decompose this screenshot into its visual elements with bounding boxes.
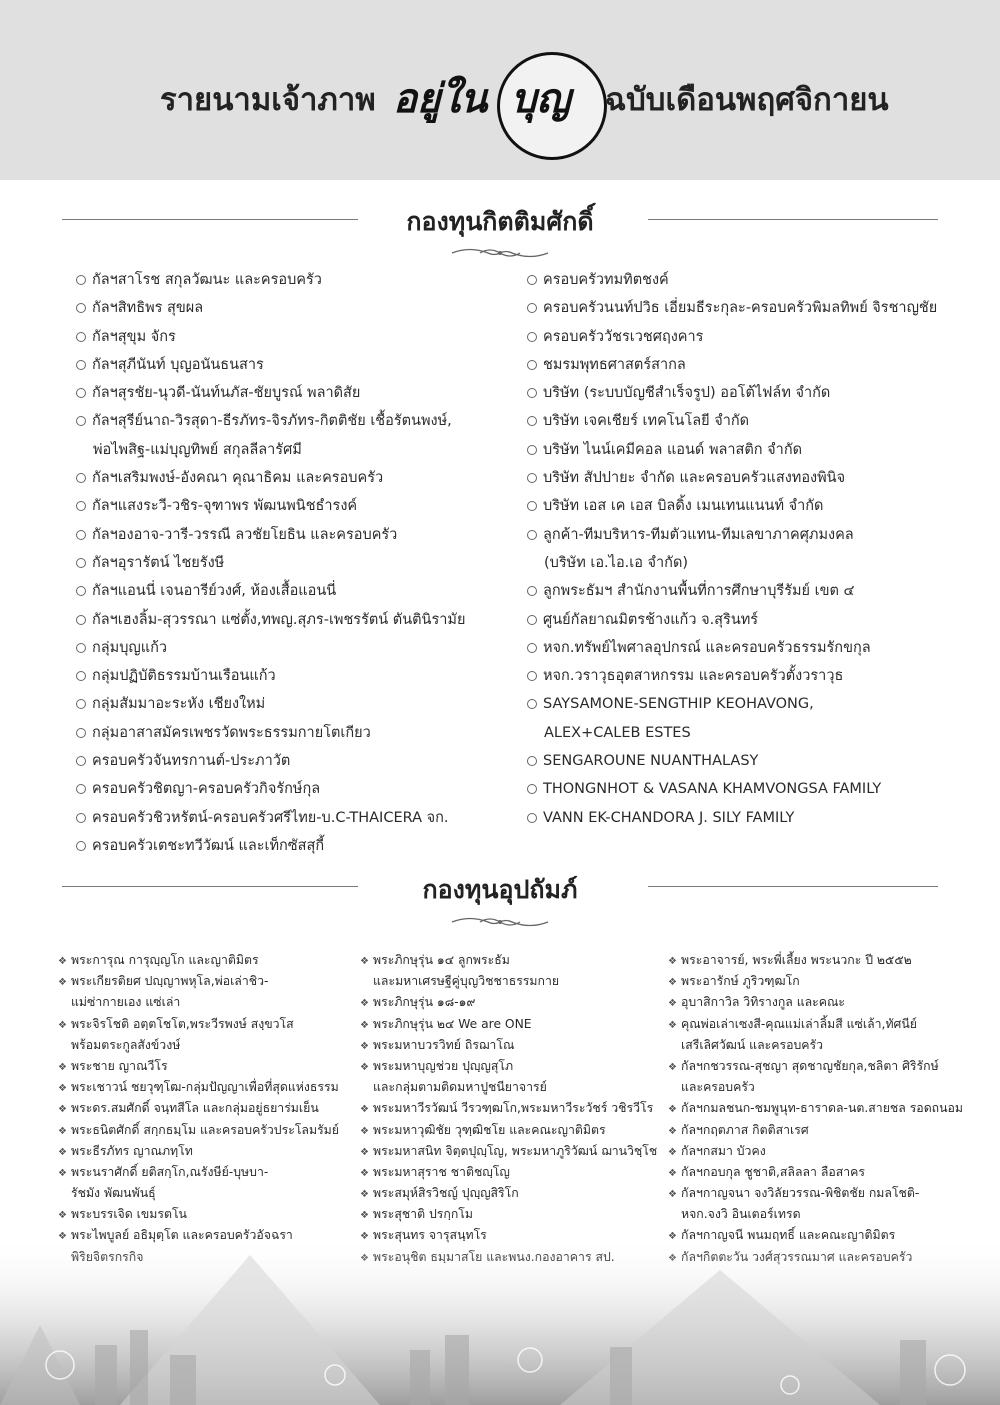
circle-bullet-icon (527, 360, 537, 370)
list-item-continuation (360, 1077, 657, 1098)
list-item-text: บริษัท เอส เค เอส บิลดิ้ง เมนเทนแนนท์ จำกัด (543, 498, 824, 515)
list-item-text: THONGNHOT & VASANA KHAMVONGSA FAMILY (543, 781, 882, 798)
list-item (527, 606, 937, 634)
list-item-text: กัลฯสาโรช สกุลวัฒนะ และครอบครัว (92, 272, 322, 288)
list-item (360, 1056, 657, 1077)
list-item (668, 1162, 963, 1183)
circle-bullet-icon (527, 699, 537, 709)
list-item-text: พระมหาสนิท จิตฺตปุญฺโญ, พระมหาภูริวัฒน์ ฌานวิชฺโช (373, 1143, 658, 1158)
list-item (58, 1098, 339, 1119)
list-item-text: กัลฯเสริมพงษ์-อังคณา คุณาธิคม และครอบครัว (92, 470, 384, 487)
list-item (360, 1098, 657, 1119)
circle-bullet-icon (527, 303, 537, 313)
circle-bullet-icon (76, 643, 86, 653)
diamond-bullet-icon: ❖ (668, 1104, 677, 1116)
list-item-text: พร้อมตระกูลสังข์วงษ์ (71, 1037, 181, 1052)
list-item-text: พระอาจารย์, พระพี่เลี้ยง พระนวกะ ปี ๒๕๕๒ (681, 953, 912, 967)
list-item-text: ครอบครัววัชรเวชศฤงคาร (543, 328, 704, 345)
list-item (58, 1056, 339, 1077)
list-item-text: ชมรมพุทธศาสตร์สากล (543, 356, 686, 373)
list-item (76, 832, 465, 860)
circle-bullet-icon (527, 501, 537, 511)
circle-bullet-icon (76, 332, 86, 342)
list-item-continuation (527, 719, 937, 747)
list-item-text: บริษัท ไนน์เคมีคอล แอนด์ พลาสติก จำกัด (543, 441, 803, 458)
footer-crystal-decoration (0, 1235, 1000, 1405)
circle-bullet-icon (527, 784, 537, 794)
list-item (76, 804, 465, 832)
list-item-text: VANN EK-CHANDORA J. SILY FAMILY (543, 809, 795, 826)
list-item-text: พระธีรภัทร ญาณภทฺโท (71, 1143, 193, 1158)
list-item (76, 690, 465, 718)
list-item (76, 634, 465, 662)
ornament-divider-2 (450, 913, 550, 931)
list-item (360, 1141, 657, 1162)
diamond-bullet-icon: ❖ (668, 1019, 677, 1031)
list-item (527, 379, 937, 407)
list-item-text: ALEX+CALEB ESTES (544, 724, 691, 741)
list-item (76, 464, 465, 492)
list-item (58, 1120, 339, 1141)
circle-bullet-icon (76, 501, 86, 511)
list-item-text: เสรีเลิศวัฒน์ และครอบครัว (681, 1037, 824, 1052)
circle-bullet-icon (527, 756, 537, 766)
list-item-text: พระเชาวน์ ชยวุฑฺโฒ-กลุ่มปัญญาเพื่อที่สุดแห่งธรรม (71, 1080, 339, 1095)
circle-bullet-icon (76, 813, 86, 823)
circle-bullet-icon (76, 728, 86, 738)
diamond-bullet-icon: ❖ (360, 1040, 369, 1052)
circle-bullet-icon (76, 558, 86, 568)
list-item (58, 1162, 339, 1183)
list-item (668, 1141, 963, 1162)
circle-bullet-icon (527, 416, 537, 426)
diamond-bullet-icon: ❖ (360, 1061, 369, 1073)
circle-bullet-icon (76, 841, 86, 851)
diamond-bullet-icon: ❖ (58, 1104, 67, 1116)
section-title-honorary: กองทุนกิตติมศักดิ์ (406, 207, 594, 236)
list-item (527, 464, 937, 492)
list-item-text: พระธนิตศักดิ์ สกฺกธมฺโม และครอบครัวประโลมรัมย์ (71, 1122, 339, 1137)
list-item-text: พ่อไพสิฐ-แม่บุญทิพย์ สกุลลีลารัศมี (93, 441, 302, 458)
list-item (527, 351, 937, 379)
list-item-continuation (668, 1077, 963, 1098)
list-item (58, 1077, 339, 1098)
list-item (668, 971, 963, 992)
list-item (76, 294, 465, 322)
list-item (668, 1056, 963, 1077)
diamond-bullet-icon: ❖ (668, 1146, 677, 1158)
list-item-text: คุณพ่อเล่าเซงสี-คุณแม่เล่าลิ้มสี แซ่เล้า,ทัศนีย์ (681, 1016, 917, 1031)
list-item (527, 634, 937, 662)
list-item-text: พระดร.สมศักดิ์ จนฺทสีโล และกลุ่มอยู่ธยาร่มเย็น (71, 1101, 319, 1116)
list-item-text: บริษัท (ระบบบัญชีสำเร็จรูป) ออโต้ไฟล์ท จำกัด (543, 385, 831, 402)
list-item (76, 775, 465, 803)
circle-bullet-icon (76, 530, 86, 540)
list-item (527, 492, 937, 520)
diamond-bullet-icon: ❖ (58, 1083, 67, 1095)
list-item-text: พระภิกษุรุ่น ๒๔ We are ONE (373, 1016, 532, 1031)
section-title-patron: กองทุนอุปถัมภ์ (422, 875, 578, 904)
list-item-text: กัลฯอุรารัตน์ ไชยรังษี (92, 554, 225, 571)
honorary-list-right (527, 266, 937, 832)
list-item-text: กลุ่มสัมมาอะระหัง เชียงใหม่ (92, 696, 266, 713)
diamond-bullet-icon: ❖ (668, 1167, 677, 1179)
list-item (527, 662, 937, 690)
list-item-text: พระการุณ การุญฺญโก และญาติมิตร (71, 953, 259, 967)
list-item (527, 323, 937, 351)
list-item-text: กัลฯแอนนี่ เจนอารีย์วงศ์, ห้องเสื้อแอนนี่ (92, 583, 337, 600)
circle-bullet-icon (527, 813, 537, 823)
list-item-continuation (58, 1183, 339, 1204)
patron-list-col2 (360, 950, 657, 1268)
list-item (76, 747, 465, 775)
page-header (0, 0, 1000, 180)
header-title-right: ฉบับเดือนพฤศจิกายน (605, 82, 889, 118)
list-item-text: กัลฯกชวรรณ-สุชญา สุดชาญชัยกุล,ชลิตา ศิริรักษ์ (681, 1058, 939, 1073)
ornament-divider-1 (450, 244, 550, 262)
list-item-continuation (58, 1035, 339, 1056)
list-item-text: SENGAROUNE NUANTHALASY (543, 753, 759, 770)
list-item (360, 1014, 657, 1035)
circle-bullet-icon (527, 445, 537, 455)
diamond-bullet-icon: ❖ (668, 1061, 677, 1073)
list-item-text: กัลฯสิทธิพร สุขผล (92, 300, 204, 317)
diamond-bullet-icon: ❖ (58, 1019, 67, 1031)
list-item-text: SAYSAMONE-SENGTHIP KEOHAVONG, (543, 696, 814, 713)
list-item-continuation (527, 549, 937, 577)
list-item (360, 1035, 657, 1056)
list-item (527, 294, 937, 322)
list-item (527, 804, 937, 832)
list-item (76, 492, 465, 520)
diamond-bullet-icon: ❖ (360, 1146, 369, 1158)
list-item-text: พระมหาวุฒิชัย วุฑฺฒิชโย และคณะญาติมิตร (373, 1122, 606, 1137)
list-item-text: กัลฯสุภีนันท์ บุญอนันธนสาร (92, 356, 264, 373)
circle-bullet-icon (76, 275, 86, 285)
diamond-bullet-icon: ❖ (668, 977, 677, 989)
list-item-text: ศูนย์กัลยาณมิตรช้างแก้ว จ.สุรินทร์ (543, 611, 759, 628)
diamond-bullet-icon: ❖ (360, 1167, 369, 1179)
circle-bullet-icon (76, 360, 86, 370)
diamond-bullet-icon: ❖ (58, 1210, 67, 1222)
list-item-text: พระจิรโชติ อตฺตโชโต,พระวีรพงษ์ สงฺขวโส (71, 1016, 294, 1031)
list-item (58, 1204, 339, 1225)
list-item-continuation (668, 1204, 963, 1225)
list-item-text: ลูกพระธัมฯ สำนักงานพื้นที่การศึกษาบุรีรัมย์ เขต ๔ (543, 583, 855, 600)
list-item-text: กลุ่มปฏิบัติธรรมบ้านเรือนแก้ว (92, 668, 276, 685)
diamond-bullet-icon: ❖ (668, 1125, 677, 1137)
list-item-text: พระนราศักดิ์ ยติสกฺโก,ณรังษีย์-บุษบา- (71, 1164, 269, 1179)
list-item-text: บริษัท เจคเชียร์ เทคโนโลยี จำกัด (543, 413, 750, 430)
circle-bullet-icon (527, 275, 537, 285)
circle-bullet-icon (76, 388, 86, 398)
list-item-text: กลุ่มบุญแก้ว (92, 639, 168, 656)
list-item (360, 950, 657, 971)
circle-bullet-icon (76, 416, 86, 426)
circle-bullet-icon (527, 643, 537, 653)
logo-text-part1: อยู่ใน (393, 75, 488, 122)
list-item (76, 577, 465, 605)
diamond-bullet-icon: ❖ (58, 956, 67, 967)
list-item-text: (บริษัท เอ.ไอ.เอ จำกัด) (544, 554, 689, 571)
list-item (360, 1204, 657, 1225)
circle-bullet-icon (76, 473, 86, 483)
list-item-text: และมหาเศรษฐีคู่บุญวิชชาธรรมกาย (373, 974, 560, 989)
list-item-text: พระเกียรติยศ ปญฺญาพหุโล,พ่อเล่าชิว- (71, 974, 269, 989)
diamond-bullet-icon: ❖ (360, 998, 369, 1010)
list-item-text: กัลฯกฤตภาส กิตติสาเรศ (681, 1122, 809, 1137)
list-item (76, 323, 465, 351)
circle-bullet-icon (76, 756, 86, 766)
list-item (668, 1014, 963, 1035)
list-item (527, 690, 937, 718)
list-item (76, 351, 465, 379)
circle-bullet-icon (76, 699, 86, 709)
list-item-text: พระสุชาติ ปรกฺกโม (373, 1207, 473, 1222)
list-item-text: หจก.จงวิ อินเตอร์เทรด (681, 1207, 801, 1222)
list-item-text: กลุ่มอาสาสมัครเพชรวัดพระธรรมกายโตเกียว (92, 724, 371, 741)
list-item-text: พระมหาบวรวิทย์ ถิรฌาโณ (373, 1037, 515, 1052)
list-item-text: หจก.วราวุธอุตสาหกรรม และครอบครัวตั้งวราวุธ (543, 668, 844, 685)
list-item-text: และกลุ่มตามติดมหาปูชนียาจารย์ (373, 1080, 547, 1095)
list-item (527, 747, 937, 775)
list-item-text: กัลฯกาญจนา จงวิลัยวรรณ-พิชิตชัย กมลโชติ- (681, 1186, 920, 1201)
diamond-bullet-icon: ❖ (668, 1189, 677, 1201)
list-item (360, 1183, 657, 1204)
list-item (58, 971, 339, 992)
list-item (76, 266, 465, 294)
diamond-bullet-icon: ❖ (58, 1061, 67, 1073)
list-item (360, 1120, 657, 1141)
list-item (58, 1141, 339, 1162)
circle-bullet-icon (527, 332, 537, 342)
list-item (668, 1120, 963, 1141)
list-item (76, 549, 465, 577)
list-item (527, 775, 937, 803)
list-item (76, 407, 465, 435)
diamond-bullet-icon: ❖ (360, 1104, 369, 1116)
list-item (527, 436, 937, 464)
list-item (360, 992, 657, 1013)
list-item (76, 606, 465, 634)
circle-bullet-icon (527, 473, 537, 483)
circle-bullet-icon (76, 671, 86, 681)
list-item-text: พระมหาสุราช ชาติชญฺโญ (373, 1164, 510, 1179)
list-item-text: ลูกค้า-ทีมบริหาร-ทีมตัวแทน-ทีมเลขาภาคศุภมงคล (543, 526, 854, 543)
magazine-logo (385, 52, 610, 162)
list-item (360, 1162, 657, 1183)
patron-list-col1 (58, 950, 339, 1268)
circle-bullet-icon (527, 586, 537, 596)
list-item-continuation (668, 1035, 963, 1056)
header-title-left: รายนามเจ้าภาพ (160, 82, 376, 118)
logo-text-part2: บุญ (511, 75, 571, 122)
list-item (76, 521, 465, 549)
list-item (76, 379, 465, 407)
circle-bullet-icon (527, 530, 537, 540)
list-item-text: พระภิกษุรุ่น ๑๔ ลูกพระธัม (373, 953, 510, 967)
diamond-bullet-icon: ❖ (360, 1125, 369, 1137)
diamond-bullet-icon: ❖ (360, 1019, 369, 1031)
diamond-bullet-icon: ❖ (360, 1189, 369, 1201)
list-item-text: พระมหาวีรวัฒน์ วีรวฑฺฒโก,พระมหาวีระวัชร์ วชิรวีโร (373, 1101, 654, 1116)
list-item-text: ครอบครัวชิวหรัตน์-ครอบครัวศรีไทย-บ.C-THAICERA จก. (92, 809, 449, 826)
list-item (668, 1183, 963, 1204)
circle-bullet-icon (76, 784, 86, 794)
list-item-text: อุบาสิกาวิล วิทิรางกูล และคณะ (681, 995, 846, 1010)
list-item-text: หจก.ทรัพย์ไพศาลอุปกรณ์ และครอบครัวธรรมรักขกุล (543, 639, 871, 656)
list-item-text: และครอบครัว (681, 1080, 755, 1095)
list-item (527, 577, 937, 605)
list-item-continuation (360, 971, 657, 992)
honorary-list-left (76, 266, 465, 860)
list-item-text: พระภิกษุรุ่น ๑๘-๑๙ (373, 995, 476, 1010)
list-item-text: กัลฯแสงระวี-วชิร-จุฑาพร พัฒนพนิชธำรงค์ (92, 498, 358, 515)
diamond-bullet-icon: ❖ (668, 956, 677, 967)
circle-bullet-icon (76, 586, 86, 596)
circle-bullet-icon (527, 615, 537, 625)
list-item-text: กัลฯกอบกุล ชูชาติ,สลิลลา ลือสาคร (681, 1164, 865, 1179)
diamond-bullet-icon: ❖ (58, 1146, 67, 1158)
list-item-text: พระชาย ญาณวีโร (71, 1058, 168, 1073)
list-item-text: กัลฯสุขุม จักร (92, 328, 176, 345)
diamond-bullet-icon: ❖ (58, 1125, 67, 1137)
list-item-continuation (76, 436, 465, 464)
patron-list-col3 (668, 950, 963, 1268)
list-item-text: กัลฯสุรชัย-นุวดี-นันท์นภัส-ชัยบูรณ์ พลาดิสัย (92, 385, 361, 402)
list-item (58, 950, 339, 971)
list-item (527, 407, 937, 435)
diamond-bullet-icon: ❖ (58, 1167, 67, 1179)
list-item-text: ครอบครัวทมทิตชงค์ (543, 272, 669, 288)
list-item-text: รัชมัง พัฒนพันธุ์ (71, 1186, 156, 1201)
circle-bullet-icon (527, 671, 537, 681)
list-item (668, 992, 963, 1013)
list-item-text: พระมหาบุญช่วย ปุญฺญสุโภ (373, 1058, 514, 1073)
diamond-bullet-icon: ❖ (360, 956, 369, 967)
circle-bullet-icon (527, 388, 537, 398)
list-item-text: ครอบครัวชิตญา-ครอบครัวกิจรักษ์กุล (92, 781, 321, 798)
list-item (668, 950, 963, 971)
list-item-text: ครอบครัวจันทรกานต์-ประภาวัต (92, 753, 291, 770)
list-item (76, 662, 465, 690)
list-item-text: กัลฯกมลชนก-ชมพูนุท-ธาราดล-นต.สายชล รอดถนอม (681, 1101, 964, 1116)
diamond-bullet-icon: ❖ (668, 998, 677, 1010)
list-item-text: บริษัท สัปปายะ จำกัด และครอบครัวแสงทองพินิจ (543, 470, 846, 487)
list-item (527, 521, 937, 549)
list-item-text: พระสมุห์สิรวิชญ์ ปุญฺญสิริโก (373, 1186, 519, 1201)
diamond-bullet-icon: ❖ (360, 1210, 369, 1222)
list-item-text: ครอบครัวนนท์ปวิธ เอี่ยมธีระกุละ-ครอบครัวพิมลทิพย์ จิรชาญชัย (543, 300, 938, 317)
list-item-text: กัลฯองอาจ-วารี-วรรณี ลวชัยโยธิน และครอบครัว (92, 526, 398, 543)
list-item (76, 719, 465, 747)
list-item-text: พระบรรเจิด เขมรตโน (71, 1207, 187, 1222)
list-item (58, 1014, 339, 1035)
list-item-continuation (58, 992, 339, 1013)
list-item-text: กัลฯเฮงลิ้ม-สุวรรณา แซ่ตั้ง,ทพญ.สุภร-เพชรรัตน์ ตันตินิรามัย (92, 611, 466, 628)
list-item-text: พระอารักษ์ ภูริวฑฺฒโก (681, 974, 800, 989)
list-item (527, 266, 937, 294)
diamond-bullet-icon: ❖ (58, 977, 67, 989)
circle-bullet-icon (76, 303, 86, 313)
list-item-text: กัลฯสุรีย์นาถ-วิรสุดา-ธีรภัทร-จิรภัทร-กิตติชัย เชื้อรัตนพงษ์, (92, 413, 452, 430)
list-item-text: กัลฯกสมา บัวคง (681, 1143, 766, 1158)
list-item (668, 1098, 963, 1119)
list-item-text: ครอบครัวเตชะทวีวัฒน์ และเท็กซัสสุกี้ (92, 837, 325, 854)
list-item-text: แม่ซ่ากายเอง แซ่เล่า (71, 995, 181, 1010)
circle-bullet-icon (76, 615, 86, 625)
